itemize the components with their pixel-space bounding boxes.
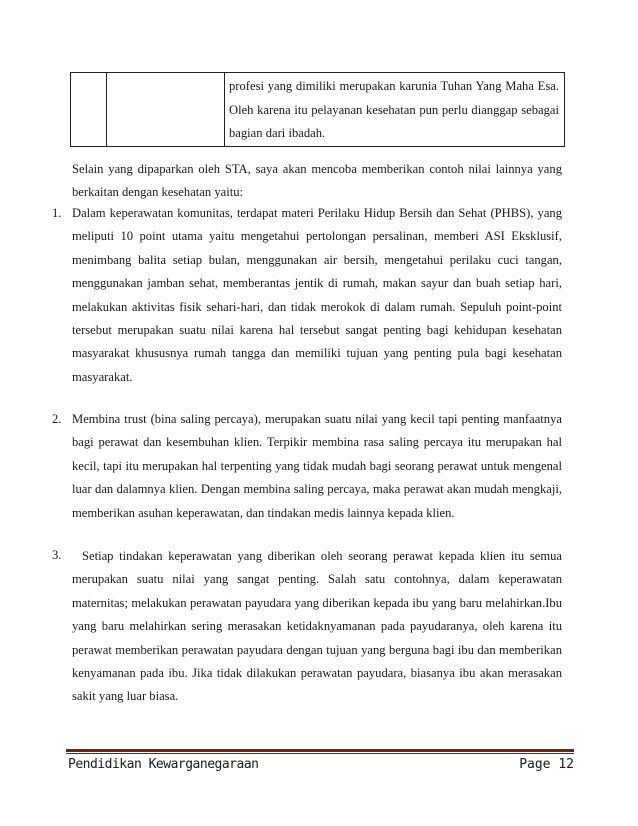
table-cell-text: profesi yang dimiliki merupakan karunia Tuhan Yang Maha Esa. Oleh karena itu pelayanan kesehatan pun perlu dianggap sebagai bagian dari ibadah. [229,79,559,140]
table-fragment [70,72,565,147]
list-number: 1. [52,206,62,220]
footer-page-number: Page 12 [519,757,574,772]
list-item-text: Membina trust (bina saling percaya), merupakan suatu nilai yang kecil tapi penting manfaatnya bagi perawat dan kesembuhan klien. Terpikir membina rasa saling percaya itu merupakan hal kecil, tapi itu merupakan hal terpenting yang tidak mudah bagi seorang perawat untuk mengenal luar dan dalamnya klien. Dengan membina saling percaya, maka perawat akan mudah mengkaji, memberikan asuhan keperawatan, dan tindakan medis lainnya kepada klien. [72,412,562,520]
list-item-text: Dalam keperawatan komunitas, terdapat materi Perilaku Hidup Bersih dan Sehat (PHBS), yang meliputi 10 point utama yaitu mengetahui pertolongan persalinan, memberi ASI Eksklusif, menimbang balita setiap bulan, menggunakan air bersih, mengetahui perilaku cuci tangan, menggunakan jamban sehat, memberantas jentik di rumah, makan sayur dan buah setiap hari, melakukan aktivitas fisik sehari-hari, dan tidak merokok di dalam rumah. Sepuluh point-point tersebut merupakan suatu nilai karena hal tersebut sangat penting bagi kehidupan kesehatan masyarakat khususnya rumah tangga dan memiliki tujuan yang penting pula bagi kesehatan masyarakat. [72,206,562,384]
list-number: 2. [52,412,62,426]
list-number: 3. [52,548,62,562]
list-item-text: Setiap tindakan keperawatan yang diberikan oleh seorang perawat kepada klien itu semua merupakan suatu nilai yang sangat penting. Salah satu contohnya, dalam keperawatan maternitas; melakukan perawatan payudara yang diberikan kepada ibu yang baru melahirkan.Ibu yang baru melahirkan sering merasakan ketidaknyamanan pada payudaranya, oleh karena itu perawat memberikan perawatan payudara dengan tujuan yang berguna bagi ibu dan memberikan kenyamanan pada ibu. Jika tidak dilakukan perawatan payudara, biasanya ibu akan merasakan sakit yang luar biasa. [72,549,562,704]
intro-paragraph: Selain yang dipaparkan oleh STA, saya akan mencoba memberikan contoh nilai lainnya yang berkaitan dengan kesehatan yaitu: [72,162,562,200]
footer-rule [66,749,574,752]
footer-rule-thin [66,753,574,754]
table-column-divider [224,73,225,146]
table-column-divider [106,73,107,146]
footer-course-title: Pendidikan Kewarganegaraan [68,757,259,772]
